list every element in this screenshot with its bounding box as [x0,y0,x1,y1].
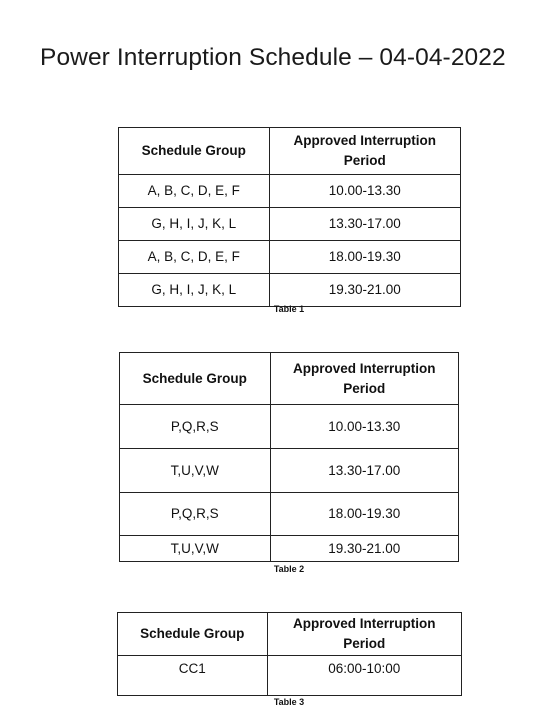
table-caption: Table 3 [273,697,305,707]
table-row [119,175,461,208]
table-row [120,493,459,536]
period-cell: 10.00-13.30 [270,405,458,449]
table-header-row [119,128,461,175]
table-row [119,274,461,307]
schedule-group-cell: A, B, C, D, E, F [119,175,270,208]
schedule-group-cell: P,Q,R,S [120,405,271,449]
header-schedule-group: Schedule Group [119,128,270,175]
table-row [119,208,461,241]
header-schedule-group: Schedule Group [118,613,268,656]
schedule-group-cell: P,Q,R,S [120,493,271,536]
period-cell: 19.30-21.00 [270,536,458,562]
schedule-group-cell: G, H, I, J, K, L [119,208,270,241]
header-interruption-period: Approved Interruption Period [267,613,461,656]
schedule-group-cell: CC1 [118,656,268,696]
schedule-group-cell: G, H, I, J, K, L [119,274,270,307]
schedule-table-1 [118,127,461,307]
table-row [119,241,461,274]
page-title: Power Interruption Schedule – 04-04-2022 [40,44,506,71]
table-header-row [120,353,459,405]
table-row [120,536,459,562]
period-cell: 06:00-10:00 [267,656,461,696]
period-cell: 13.30-17.00 [270,449,458,493]
table-row [118,656,462,696]
schedule-table-3 [117,612,462,696]
period-cell: 18.00-19.30 [269,241,460,274]
schedule-group-cell: T,U,V,W [120,449,271,493]
header-schedule-group: Schedule Group [120,353,271,405]
table-header-row [118,613,462,656]
table-row [120,449,459,493]
period-cell: 10.00-13.30 [269,175,460,208]
schedule-table-2 [119,352,459,562]
table-row [120,405,459,449]
schedule-group-cell: A, B, C, D, E, F [119,241,270,274]
period-cell: 13.30-17.00 [269,208,460,241]
schedule-group-cell: T,U,V,W [120,536,271,562]
period-cell: 19.30-21.00 [269,274,460,307]
header-interruption-period: Approved Interruption Period [269,128,460,175]
table-caption: Table 1 [273,304,305,314]
period-cell: 18.00-19.30 [270,493,458,536]
header-interruption-period: Approved Interruption Period [270,353,458,405]
table-caption: Table 2 [273,564,305,574]
